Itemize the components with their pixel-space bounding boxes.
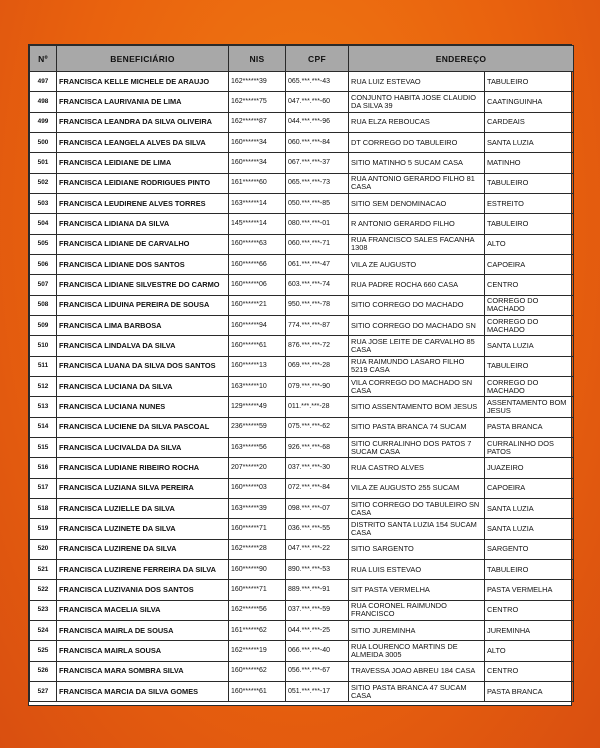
table-row (30, 214, 574, 234)
address-street: VILA ZE AUGUSTO 255 SUCAM (349, 478, 485, 498)
table-row (30, 620, 574, 640)
address-street: SITIO PASTA BRANCA 74 SUCAM (349, 417, 485, 437)
row-number: 508 (30, 295, 57, 315)
cpf-value: 060.***.***-71 (286, 234, 349, 254)
nis-value: 162******19 (229, 641, 286, 661)
nis-value: 161******60 (229, 173, 286, 193)
nis-value: 162******28 (229, 539, 286, 559)
beneficiary-name: FRANCISCA LEUDIRENE ALVES TORRES (57, 193, 229, 213)
address-locality: SANTA LUZIA (485, 498, 574, 518)
address-street: RUA ANTONIO GERARDO FILHO 81 CASA (349, 173, 485, 193)
cpf-value: 044.***.***-96 (286, 112, 349, 132)
beneficiary-name: FRANCISCA MARA SOMBRA SILVA (57, 661, 229, 681)
row-number: 515 (30, 437, 57, 457)
row-number: 520 (30, 539, 57, 559)
address-locality: TABULEIRO (485, 214, 574, 234)
nis-value: 160******71 (229, 580, 286, 600)
table-row (30, 580, 574, 600)
row-number: 521 (30, 559, 57, 579)
nis-value: 163******39 (229, 498, 286, 518)
cpf-value: 065.***.***-73 (286, 173, 349, 193)
address-street: SITIO CURRALINHO DOS PATOS 7 SUCAM CASA (349, 437, 485, 457)
table-row (30, 397, 574, 417)
nis-value: 163******56 (229, 437, 286, 457)
address-locality: PASTA BRANCA (485, 417, 574, 437)
nis-value: 129******49 (229, 397, 286, 417)
table-row (30, 641, 574, 661)
nis-value: 162******56 (229, 600, 286, 620)
table-row (30, 72, 574, 92)
table-body (30, 72, 574, 702)
nis-value: 160******61 (229, 681, 286, 701)
header-number: Nº (30, 46, 57, 72)
nis-value: 160******06 (229, 275, 286, 295)
table-row (30, 661, 574, 681)
row-number: 513 (30, 397, 57, 417)
beneficiary-name: FRANCISCA LAURIVANIA DE LIMA (57, 92, 229, 112)
address-locality: SANTA LUZIA (485, 336, 574, 356)
table-row (30, 559, 574, 579)
address-locality: TABULEIRO (485, 356, 574, 376)
address-street: SITIO CORREGO DO MACHADO (349, 295, 485, 315)
address-locality: PASTA VERMELHA (485, 580, 574, 600)
table-row (30, 437, 574, 457)
nis-value: 145******14 (229, 214, 286, 234)
table-row (30, 458, 574, 478)
nis-value: 163******10 (229, 376, 286, 396)
nis-value: 236******59 (229, 417, 286, 437)
table-row (30, 254, 574, 274)
address-street: SITIO ASSENTAMENTO BOM JESUS (349, 397, 485, 417)
beneficiary-name: FRANCISCA LUZIRENE FERREIRA DA SILVA (57, 559, 229, 579)
beneficiary-name: FRANCISCA MACELIA SILVA (57, 600, 229, 620)
address-locality: CAATINGUINHA (485, 92, 574, 112)
address-street: RUA RAIMUNDO LASARO FILHO 5219 CASA (349, 356, 485, 376)
table-row (30, 92, 574, 112)
row-number: 504 (30, 214, 57, 234)
cpf-value: 876.***.***-72 (286, 336, 349, 356)
row-number: 514 (30, 417, 57, 437)
cpf-value: 072.***.***-84 (286, 478, 349, 498)
address-street: DISTRITO SANTA LUZIA 154 SUCAM CASA (349, 519, 485, 539)
cpf-value: 774.***.***-87 (286, 315, 349, 335)
beneficiary-name: FRANCISCA LEIDIANE DE LIMA (57, 153, 229, 173)
cpf-value: 051.***.***-17 (286, 681, 349, 701)
address-locality: CAPOEIRA (485, 254, 574, 274)
address-locality: CORREGO DO MACHADO (485, 376, 574, 396)
beneficiary-name: FRANCISCA LUANA DA SILVA DOS SANTOS (57, 356, 229, 376)
beneficiary-name: FRANCISCA LINDALVA DA SILVA (57, 336, 229, 356)
address-street: RUA LUIS ESTEVAO (349, 559, 485, 579)
row-number: 512 (30, 376, 57, 396)
cpf-value: 926.***.***-68 (286, 437, 349, 457)
row-number: 503 (30, 193, 57, 213)
nis-value: 160******03 (229, 478, 286, 498)
nis-value: 207******20 (229, 458, 286, 478)
table-row (30, 498, 574, 518)
table-row (30, 478, 574, 498)
row-number: 527 (30, 681, 57, 701)
row-number: 522 (30, 580, 57, 600)
row-number: 498 (30, 92, 57, 112)
address-locality: SARGENTO (485, 539, 574, 559)
address-locality: ALTO (485, 641, 574, 661)
row-number: 505 (30, 234, 57, 254)
row-number: 501 (30, 153, 57, 173)
nis-value: 160******13 (229, 356, 286, 376)
address-locality: CENTRO (485, 661, 574, 681)
nis-value: 161******62 (229, 620, 286, 640)
address-street: SITIO CORREGO DO MACHADO SN (349, 315, 485, 335)
row-number: 523 (30, 600, 57, 620)
row-number: 502 (30, 173, 57, 193)
beneficiary-name: FRANCISCA MAIRLA DE SOUSA (57, 620, 229, 640)
beneficiary-name: FRANCISCA LEANDRA DA SILVA OLIVEIRA (57, 112, 229, 132)
address-street: SIT PASTA VERMELHA (349, 580, 485, 600)
table-row (30, 132, 574, 152)
table-row (30, 315, 574, 335)
header-cpf: CPF (286, 46, 349, 72)
cpf-value: 056.***.***-67 (286, 661, 349, 681)
address-street: TRAVESSA JOAO ABREU 184 CASA (349, 661, 485, 681)
beneficiary-name: FRANCISCA LUZIANA SILVA PEREIRA (57, 478, 229, 498)
address-locality: SANTA LUZIA (485, 132, 574, 152)
address-locality: CORREGO DO MACHADO (485, 315, 574, 335)
beneficiary-name: FRANCISCA LIDIANE DOS SANTOS (57, 254, 229, 274)
cpf-value: 075.***.***-62 (286, 417, 349, 437)
beneficiary-name: FRANCISCA MARCIA DA SILVA GOMES (57, 681, 229, 701)
address-street: RUA ELZA REBOUCAS (349, 112, 485, 132)
table-row (30, 234, 574, 254)
cpf-value: 069.***.***-28 (286, 356, 349, 376)
row-number: 525 (30, 641, 57, 661)
address-street: SITIO CORREGO DO TABULEIRO SN CASA (349, 498, 485, 518)
table-row (30, 376, 574, 396)
beneficiary-name: FRANCISCA LUCIVALDA DA SILVA (57, 437, 229, 457)
address-street: SITIO PASTA BRANCA 47 SUCAM CASA (349, 681, 485, 701)
beneficiary-name: FRANCISCA LIMA BARBOSA (57, 315, 229, 335)
table-row (30, 600, 574, 620)
row-number: 519 (30, 519, 57, 539)
address-locality: ESTREITO (485, 193, 574, 213)
table-row (30, 681, 574, 701)
cpf-value: 061.***.***-47 (286, 254, 349, 274)
beneficiary-name: FRANCISCA LUCIANA NUNES (57, 397, 229, 417)
table-row (30, 193, 574, 213)
nis-value: 160******34 (229, 132, 286, 152)
table-row (30, 295, 574, 315)
nis-value: 160******71 (229, 519, 286, 539)
nis-value: 160******90 (229, 559, 286, 579)
beneficiary-name: FRANCISCA LUZIVANIA DOS SANTOS (57, 580, 229, 600)
cpf-value: 098.***.***-07 (286, 498, 349, 518)
address-street: R ANTONIO GERARDO FILHO (349, 214, 485, 234)
cpf-value: 036.***.***-55 (286, 519, 349, 539)
address-locality: JUREMINHA (485, 620, 574, 640)
cpf-value: 890.***.***-53 (286, 559, 349, 579)
cpf-value: 011.***.***-28 (286, 397, 349, 417)
table-header-row (30, 46, 574, 72)
cpf-value: 047.***.***-60 (286, 92, 349, 112)
beneficiary-name: FRANCISCA LUZINETE DA SILVA (57, 519, 229, 539)
address-street: SITIO SARGENTO (349, 539, 485, 559)
beneficiary-name: FRANCISCA LEANGELA ALVES DA SILVA (57, 132, 229, 152)
row-number: 516 (30, 458, 57, 478)
header-nis: NIS (229, 46, 286, 72)
table-row (30, 275, 574, 295)
cpf-value: 603.***.***-74 (286, 275, 349, 295)
address-locality: MATINHO (485, 153, 574, 173)
address-locality: CENTRO (485, 600, 574, 620)
nis-value: 162******75 (229, 92, 286, 112)
cpf-value: 950.***.***-78 (286, 295, 349, 315)
address-street: DT CORREGO DO TABULEIRO (349, 132, 485, 152)
address-street: SITIO SEM DENOMINACAO (349, 193, 485, 213)
cpf-value: 037.***.***-59 (286, 600, 349, 620)
cpf-value: 060.***.***-84 (286, 132, 349, 152)
row-number: 518 (30, 498, 57, 518)
row-number: 511 (30, 356, 57, 376)
address-locality: PASTA BRANCA (485, 681, 574, 701)
beneficiary-name: FRANCISCA LUCIENE DA SILVA PASCOAL (57, 417, 229, 437)
nis-value: 160******21 (229, 295, 286, 315)
row-number: 510 (30, 336, 57, 356)
row-number: 497 (30, 72, 57, 92)
row-number: 524 (30, 620, 57, 640)
address-locality: CAPOEIRA (485, 478, 574, 498)
beneficiary-name: FRANCISCA LUZIRENE DA SILVA (57, 539, 229, 559)
row-number: 526 (30, 661, 57, 681)
address-locality: CURRALINHO DOS PATOS (485, 437, 574, 457)
cpf-value: 080.***.***-01 (286, 214, 349, 234)
address-locality: ALTO (485, 234, 574, 254)
address-locality: CARDEAIS (485, 112, 574, 132)
row-number: 517 (30, 478, 57, 498)
cpf-value: 065.***.***-43 (286, 72, 349, 92)
address-street: RUA FRANCISCO SALES FACANHA 1308 (349, 234, 485, 254)
row-number: 499 (30, 112, 57, 132)
address-locality: JUAZEIRO (485, 458, 574, 478)
address-street: VILA CORREGO DO MACHADO SN CASA (349, 376, 485, 396)
beneficiary-name: FRANCISCA LUZIELLE DA SILVA (57, 498, 229, 518)
cpf-value: 079.***.***-90 (286, 376, 349, 396)
table-row (30, 417, 574, 437)
address-street: RUA CASTRO ALVES (349, 458, 485, 478)
table-row (30, 336, 574, 356)
table-row (30, 112, 574, 132)
cpf-value: 037.***.***-30 (286, 458, 349, 478)
address-locality: CORREGO DO MACHADO (485, 295, 574, 315)
address-street: SITIO MATINHO 5 SUCAM CASA (349, 153, 485, 173)
cpf-value: 044.***.***-25 (286, 620, 349, 640)
address-locality: SANTA LUZIA (485, 519, 574, 539)
nis-value: 162******87 (229, 112, 286, 132)
nis-value: 160******63 (229, 234, 286, 254)
nis-value: 160******66 (229, 254, 286, 274)
beneficiary-name: FRANCISCA LIDIANE SILVESTRE DO CARMO (57, 275, 229, 295)
address-locality: TABULEIRO (485, 72, 574, 92)
row-number: 507 (30, 275, 57, 295)
cpf-value: 066.***.***-40 (286, 641, 349, 661)
header-address: ENDEREÇO (349, 46, 574, 72)
nis-value: 160******62 (229, 661, 286, 681)
cpf-value: 889.***.***-91 (286, 580, 349, 600)
address-street: RUA CORONEL RAIMUNDO FRANCISCO (349, 600, 485, 620)
address-locality: TABULEIRO (485, 559, 574, 579)
address-street: VILA ZE AUGUSTO (349, 254, 485, 274)
address-locality: CENTRO (485, 275, 574, 295)
address-street: SITIO JUREMINHA (349, 620, 485, 640)
beneficiary-table (29, 45, 574, 702)
address-street: RUA PADRE ROCHA 660 CASA (349, 275, 485, 295)
table-row (30, 173, 574, 193)
nis-value: 160******94 (229, 315, 286, 335)
address-street: RUA LUIZ ESTEVAO (349, 72, 485, 92)
row-number: 509 (30, 315, 57, 335)
address-street: RUA LOURENCO MARTINS DE ALMEIDA 3005 (349, 641, 485, 661)
cpf-value: 050.***.***-85 (286, 193, 349, 213)
row-number: 500 (30, 132, 57, 152)
address-street: CONJUNTO HABITA JOSE CLAUDIO DA SILVA 39 (349, 92, 485, 112)
table-row (30, 356, 574, 376)
table-row (30, 153, 574, 173)
nis-value: 160******34 (229, 153, 286, 173)
cpf-value: 067.***.***-37 (286, 153, 349, 173)
beneficiary-table-sheet (28, 44, 572, 706)
beneficiary-name: FRANCISCA LUCIANA DA SILVA (57, 376, 229, 396)
nis-value: 163******14 (229, 193, 286, 213)
address-locality: TABULEIRO (485, 173, 574, 193)
header-beneficiary: BENEFICIÁRIO (57, 46, 229, 72)
beneficiary-name: FRANCISCA LIDIANE DE CARVALHO (57, 234, 229, 254)
beneficiary-name: FRANCISCA LUDIANE RIBEIRO ROCHA (57, 458, 229, 478)
table-row (30, 539, 574, 559)
address-street: RUA JOSE LEITE DE CARVALHO 85 CASA (349, 336, 485, 356)
beneficiary-name: FRANCISCA LIDIANA DA SILVA (57, 214, 229, 234)
table-row (30, 519, 574, 539)
address-locality: ASSENTAMENTO BOM JESUS (485, 397, 574, 417)
row-number: 506 (30, 254, 57, 274)
beneficiary-name: FRANCISCA MAIRLA SOUSA (57, 641, 229, 661)
beneficiary-name: FRANCISCA LEIDIANE RODRIGUES PINTO (57, 173, 229, 193)
beneficiary-name: FRANCISCA LIDUINA PEREIRA DE SOUSA (57, 295, 229, 315)
nis-value: 160******61 (229, 336, 286, 356)
nis-value: 162******39 (229, 72, 286, 92)
beneficiary-name: FRANCISCA KELLE MICHELE DE ARAUJO (57, 72, 229, 92)
cpf-value: 047.***.***-22 (286, 539, 349, 559)
